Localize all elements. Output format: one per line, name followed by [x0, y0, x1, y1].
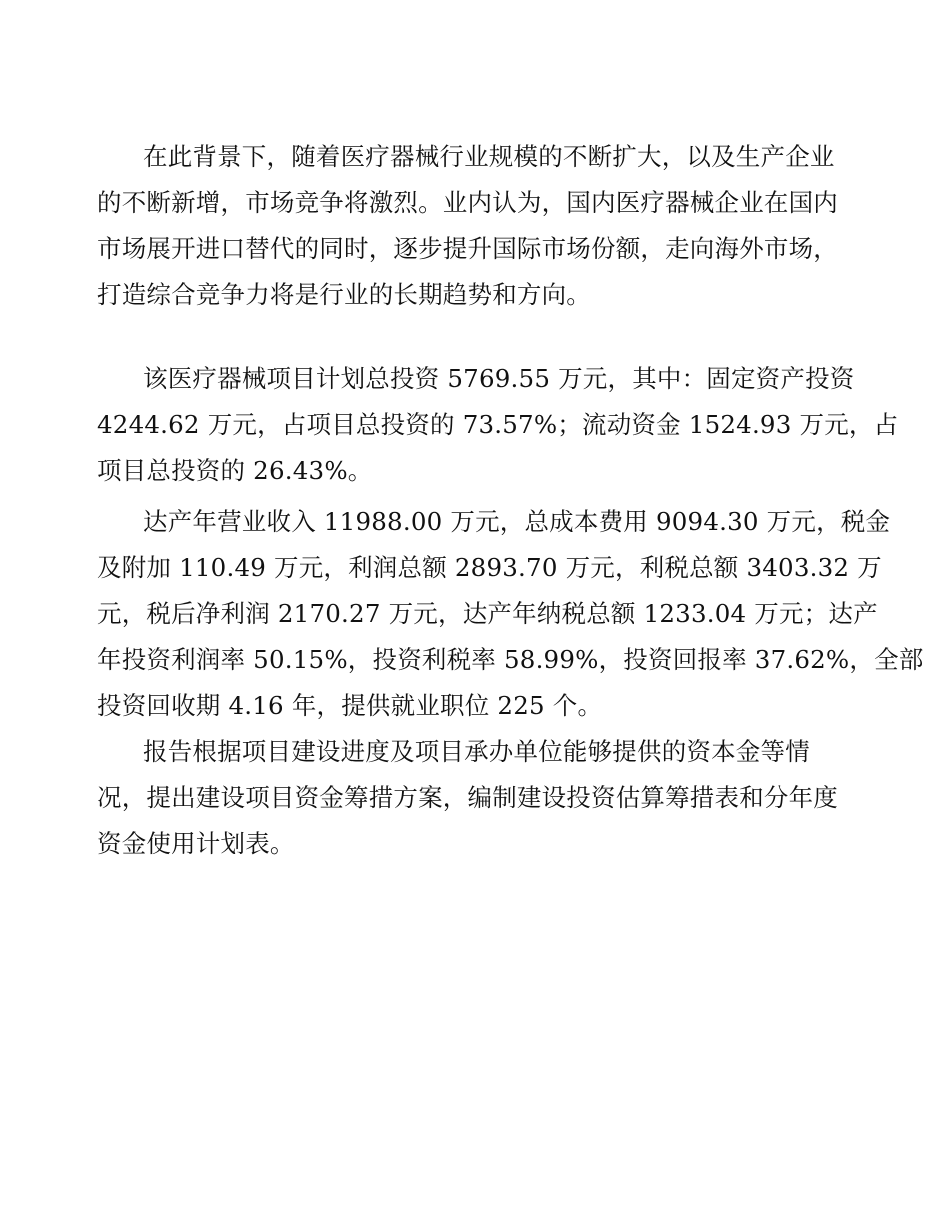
paragraph-2-line-1: 该医疗器械项目计划总投资 5769.55 万元，其中：固定资产投资 [143, 364, 855, 393]
paragraph-3-line-3: 元，税后净利润 2170.27 万元，达产年纳税总额 1233.04 万元；达产 [97, 599, 878, 628]
paragraph-4-line-2: 况，提出建设项目资金筹措方案，编制建设投资估算筹措表和分年度 [97, 783, 838, 812]
paragraph-2-line-2: 4244.62 万元，占项目总投资的 73.57%；流动资金 1524.93 万元，占 [97, 410, 899, 439]
paragraph-1-line-3: 市场展开进口替代的同时，逐步提升国际市场份额，走向海外市场， [97, 234, 838, 263]
paragraph-3-line-1: 达产年营业收入 11988.00 万元，总成本费用 9094.30 万元，税金 [143, 507, 891, 536]
paragraph-1-line-1: 在此背景下，随着医疗器械行业规模的不断扩大，以及生产企业 [143, 142, 835, 171]
paragraph-1-line-4: 打造综合竞争力将是行业的长期趋势和方向。 [97, 280, 591, 309]
paragraph-2-line-3: 项目总投资的 26.43%。 [97, 456, 373, 485]
paragraph-3-line-5: 投资回收期 4.16 年，提供就业职位 225 个。 [97, 691, 603, 720]
paragraph-4-line-1: 报告根据项目建设进度及项目承办单位能够提供的资本金等情 [143, 737, 810, 766]
paragraph-3-line-2: 及附加 110.49 万元，利润总额 2893.70 万元，利税总额 3403.32 万 [97, 553, 882, 582]
paragraph-4-line-3: 资金使用计划表。 [97, 829, 295, 858]
paragraph-1-line-2: 的不断新增，市场竞争将激烈。业内认为，国内医疗器械企业在国内 [97, 188, 838, 217]
paragraph-3-line-4: 年投资利润率 50.15%，投资利税率 58.99%，投资回报率 37.62%，全部 [97, 645, 924, 674]
